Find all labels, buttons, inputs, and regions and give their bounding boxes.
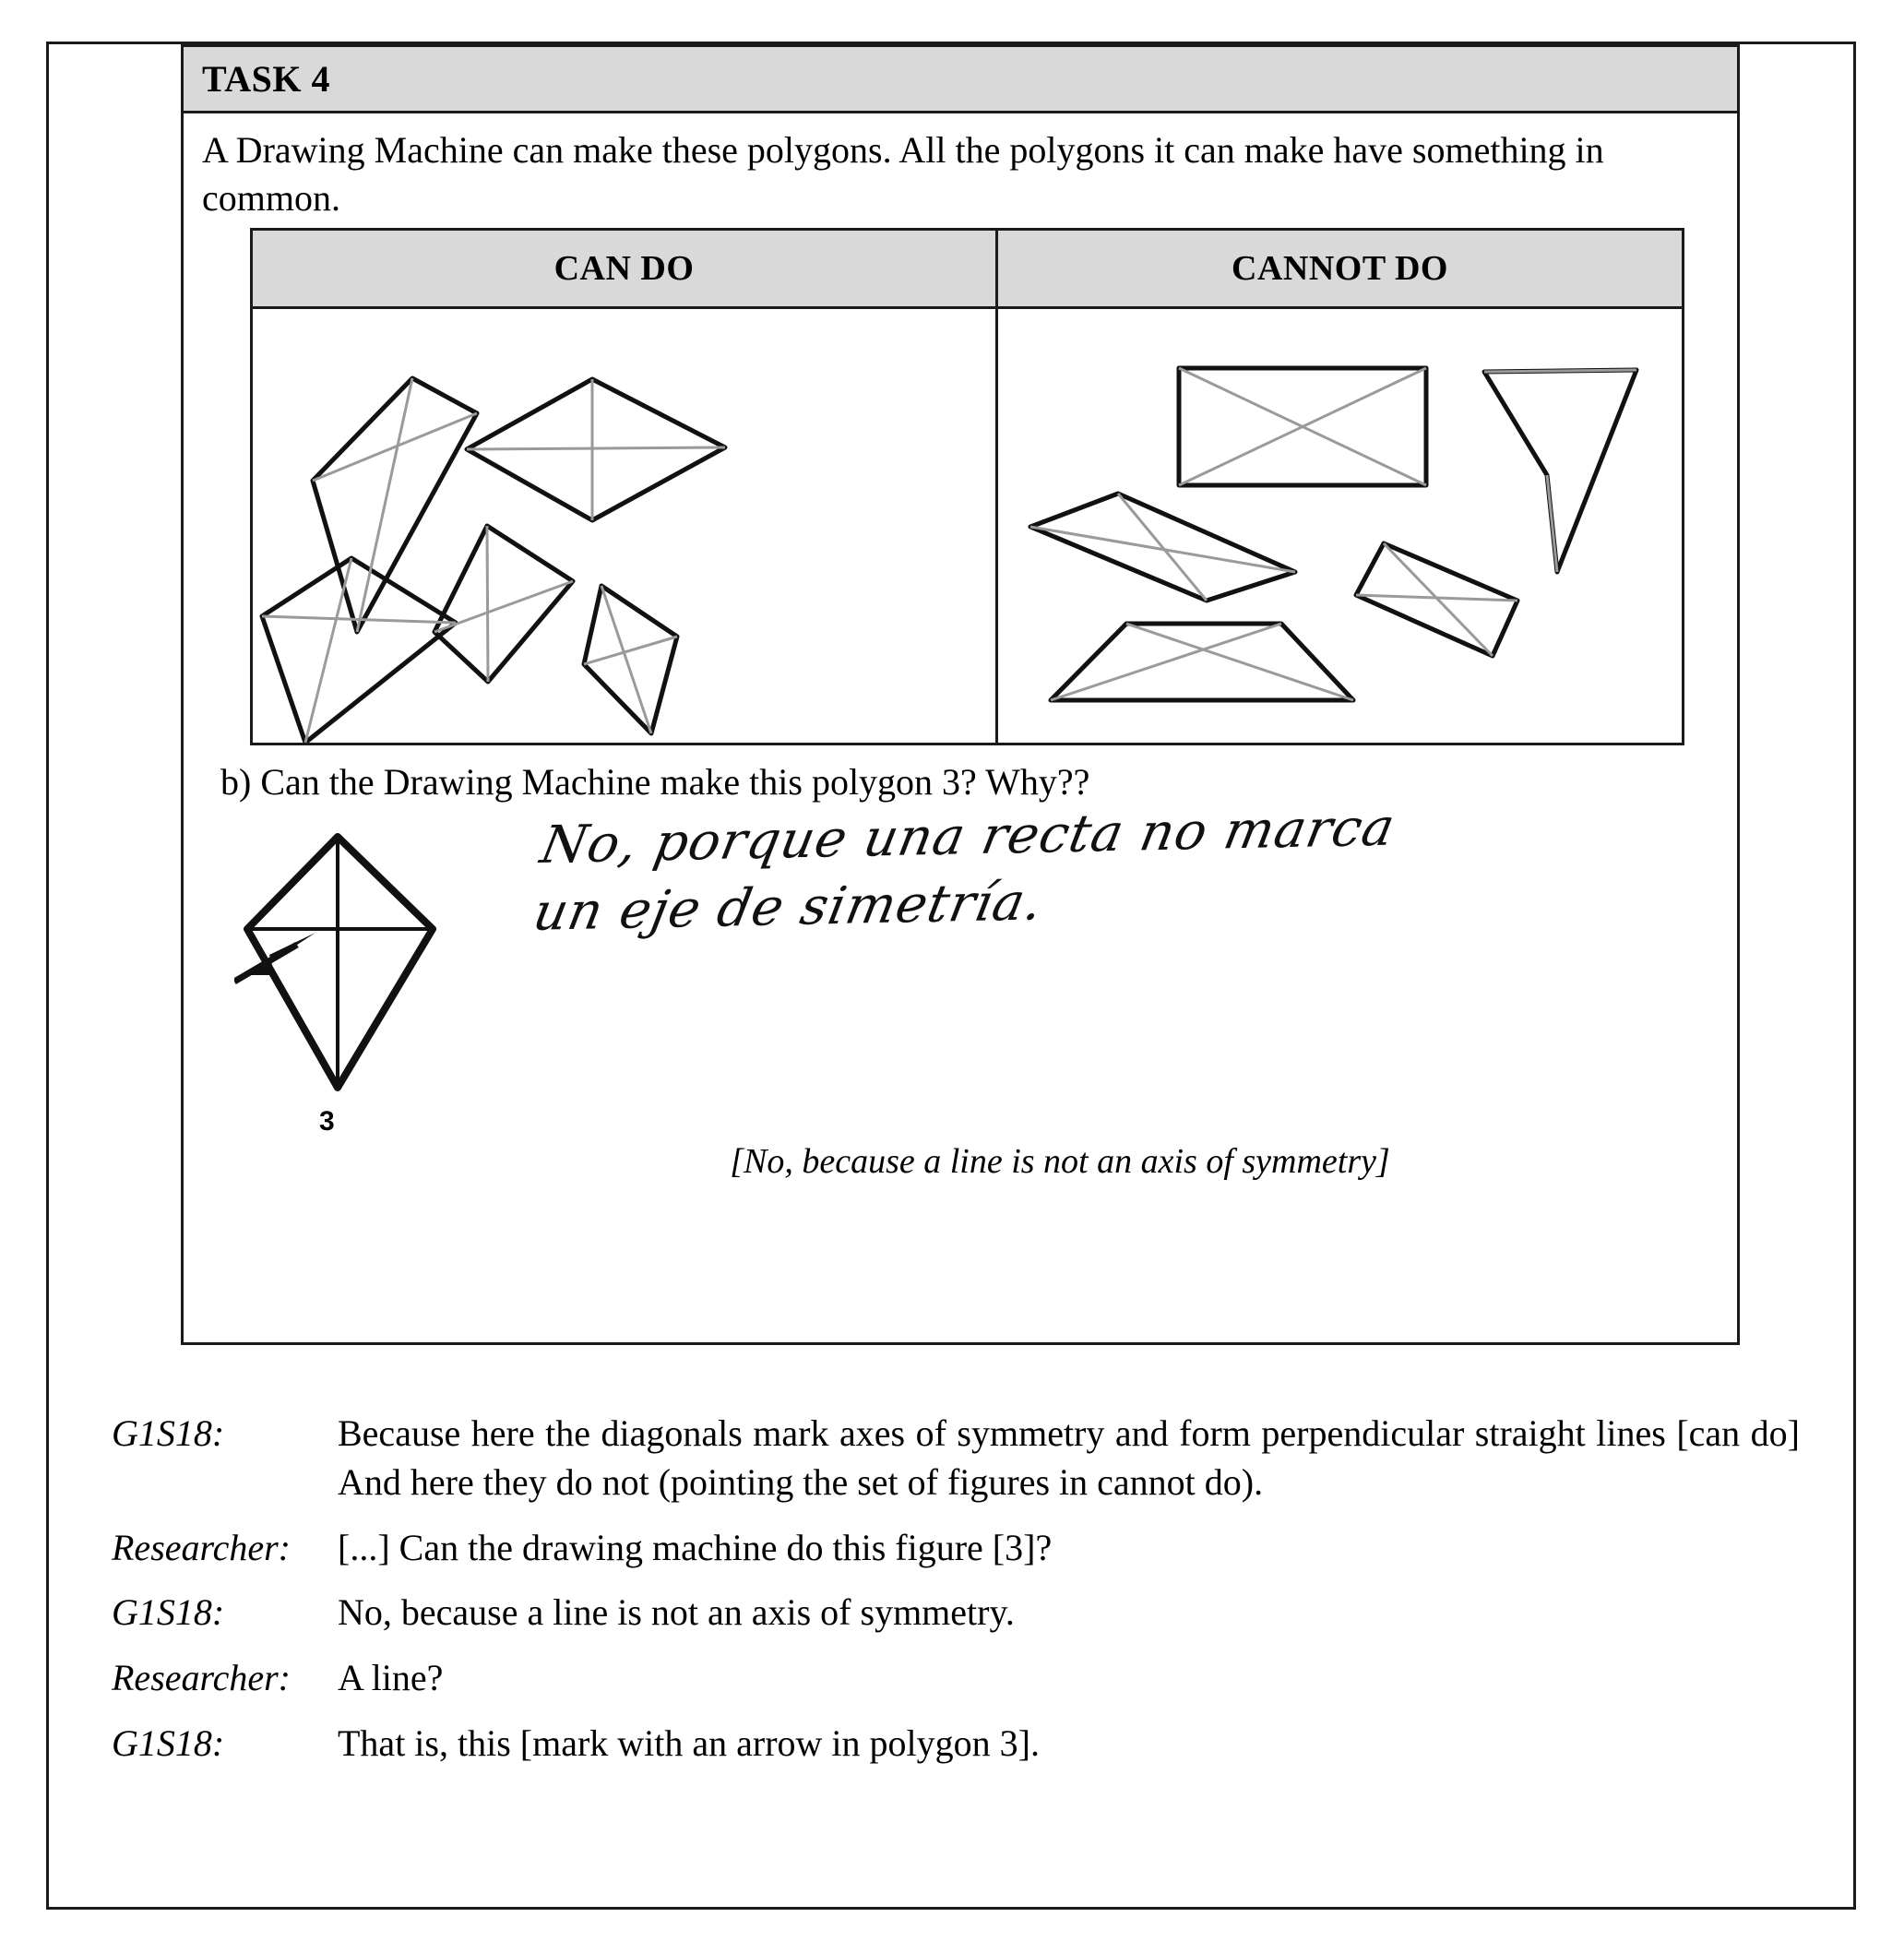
polygon-3-label: 3 <box>319 1106 335 1137</box>
dialogue-row <box>112 1589 1800 1637</box>
table-header-cannot-do: CANNOT DO <box>1232 249 1448 288</box>
shape-dart-arrowhead <box>1484 370 1636 572</box>
dialogue-text: No, because a line is not an axis of symmetry. <box>338 1591 1015 1634</box>
dialogue-text: Because here the diagonals mark axes of symmetry and form perpendicular straight lines [can do] And here they do not (pointing the set of figures in cannot do). <box>338 1412 1800 1503</box>
diagonal-line <box>467 447 725 449</box>
cannot-do-shapes-svg <box>998 309 1682 743</box>
dialogue-row <box>112 1720 1800 1768</box>
task-box <box>181 44 1740 1345</box>
cannot-do-shapes-cell <box>998 309 1682 743</box>
task-header <box>184 47 1737 113</box>
dialogue-speaker: G1S18: <box>112 1591 225 1634</box>
polygon-3-drawing <box>234 820 530 1152</box>
dialogue-row <box>112 1654 1800 1703</box>
diagonal-line <box>1030 527 1295 572</box>
task-title: TASK 4 <box>202 58 330 100</box>
task-intro-text: A Drawing Machine can make these polygons. All the polygons it can make have something in common. <box>202 129 1604 219</box>
shape-trapezoid <box>1051 624 1353 700</box>
handwritten-line-1: No, porque una recta no marca <box>535 797 1400 875</box>
can-do-shapes-cell <box>253 309 998 743</box>
dialogue-text: A line? <box>338 1657 444 1699</box>
dialogue-speaker: Researcher: <box>112 1526 291 1568</box>
handwritten-answer <box>522 790 1641 947</box>
dialogue-row <box>112 1524 1800 1573</box>
dialogue-speaker: G1S18: <box>112 1721 225 1764</box>
dialogue-transcript <box>112 1410 1800 1785</box>
question-b-text: b) Can the Drawing Machine make this polygon 3? Why?? <box>220 761 1090 803</box>
diagonal-line <box>1484 370 1636 372</box>
diagonal-line <box>601 586 651 733</box>
handwritten-line-2: un eje de simetría. <box>529 872 1049 943</box>
diagonal-line <box>1547 475 1557 572</box>
answer-translation: [No, because a line is not an axis of symmetry] <box>730 1142 1390 1181</box>
table-body-row <box>253 309 1682 743</box>
dialogue-speaker: Researcher: <box>112 1657 291 1699</box>
shape-kite-center-tilted <box>434 526 573 682</box>
task-body <box>184 113 1737 1191</box>
diagonal-line <box>487 526 488 682</box>
polygon-3-svg <box>234 820 530 1152</box>
can-do-shapes-svg <box>253 309 995 743</box>
dialogue-row <box>112 1410 1800 1507</box>
shape-kite-polygon-3 <box>247 837 433 1088</box>
diagonal-line <box>584 637 677 664</box>
page-frame <box>46 42 1856 1910</box>
can-cannot-table <box>250 228 1684 745</box>
diagonal-line <box>357 378 412 632</box>
dialogue-text: [...] Can the drawing machine do this figure [3]? <box>338 1526 1053 1568</box>
shape-kite-lower-left <box>262 558 456 743</box>
diagonal-line <box>313 413 477 481</box>
answer-area <box>202 797 1719 1191</box>
dialogue-text: That is, this [mark with an arrow in polygon 3]. <box>338 1721 1040 1764</box>
table-header-can-do: CAN DO <box>253 231 998 306</box>
dialogue-speaker: G1S18: <box>112 1412 225 1454</box>
table-header-row <box>253 231 1682 309</box>
